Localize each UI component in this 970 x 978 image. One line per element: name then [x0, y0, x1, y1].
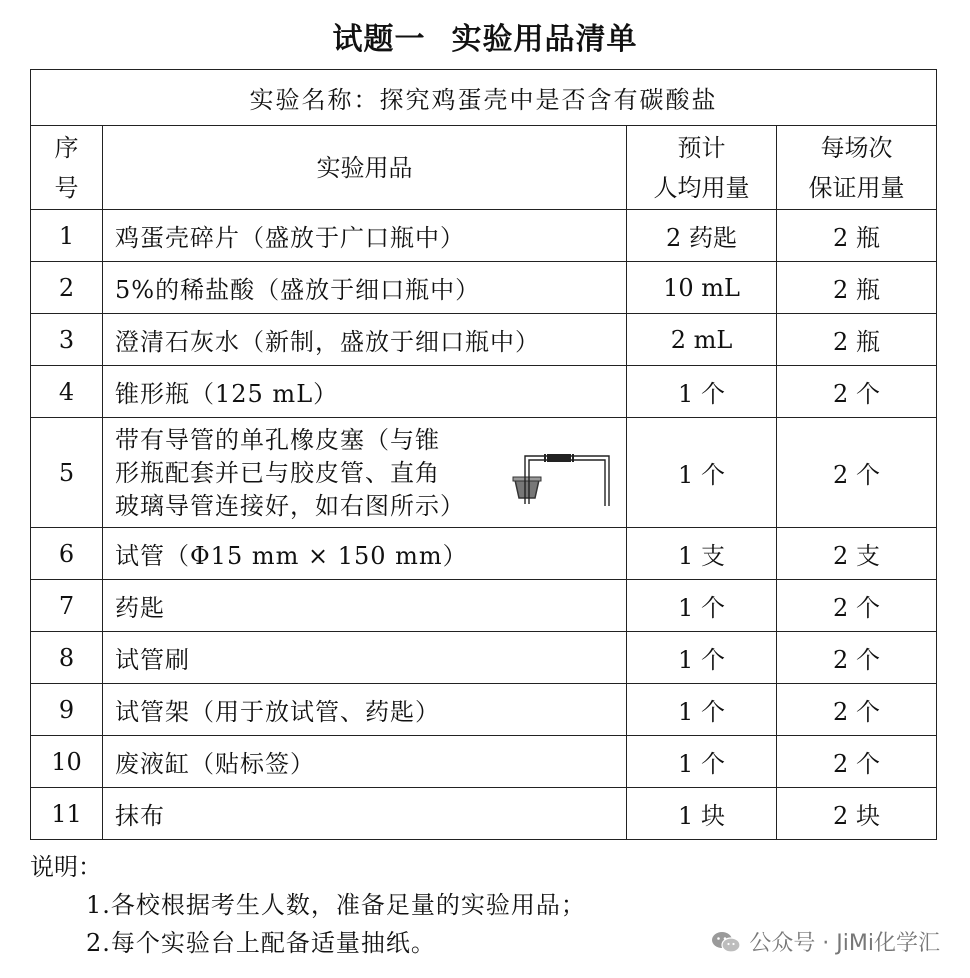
row-per-session: 2 块 [777, 788, 937, 840]
row-per-person: 1 个 [627, 684, 777, 736]
header-seq-line2: 号 [54, 173, 79, 202]
row-item: 药匙 [103, 580, 627, 632]
title-exam-number: 试题一 [332, 22, 426, 57]
row-item: 试管架（用于放试管、药匙） [103, 684, 627, 736]
table-row [31, 736, 937, 788]
row-item: 试管（Φ15 mm × 150 mm） [103, 528, 627, 580]
row-item [103, 418, 627, 528]
row-number: 6 [31, 528, 103, 580]
row-number: 11 [31, 788, 103, 840]
row-number: 3 [31, 314, 103, 366]
table-row [31, 580, 937, 632]
row-number: 8 [31, 632, 103, 684]
header-per-person [627, 126, 777, 210]
row-per-person: 1 个 [627, 736, 777, 788]
row-number: 4 [31, 366, 103, 418]
row-per-session: 2 瓶 [777, 314, 937, 366]
row-item-line2: 形瓶配套并已与胶皮管、直角 [115, 459, 440, 487]
row-per-person: 1 个 [627, 580, 777, 632]
row-number: 9 [31, 684, 103, 736]
header-seq [31, 126, 103, 210]
row-per-person: 1 个 [627, 418, 777, 528]
table-row [31, 314, 937, 366]
table-row [31, 418, 937, 528]
row-per-person: 1 个 [627, 632, 777, 684]
row-per-session: 2 个 [777, 684, 937, 736]
header-per-line2: 人均用量 [653, 173, 750, 202]
header-row [31, 126, 937, 210]
row-item: 抹布 [103, 788, 627, 840]
row-per-session: 2 个 [777, 418, 937, 528]
row-item: 锥形瓶（125 mL） [103, 366, 627, 418]
table-row [31, 788, 937, 840]
row-number: 2 [31, 262, 103, 314]
notes-heading: 说明： [30, 853, 102, 881]
row-per-person: 2 药匙 [627, 210, 777, 262]
header-per-line1: 预计 [677, 133, 726, 162]
table-row [31, 528, 937, 580]
notes-section [30, 848, 586, 962]
watermark [711, 926, 940, 957]
row-item-line3: 玻璃导管连接好，如右图所示） [115, 492, 465, 520]
header-seq-line1: 序 [54, 133, 79, 162]
row-number: 7 [31, 580, 103, 632]
row-per-session: 2 瓶 [777, 210, 937, 262]
table-row [31, 684, 937, 736]
row-item: 废液缸（贴标签） [103, 736, 627, 788]
supplies-table [30, 69, 937, 840]
table-row [31, 262, 937, 314]
table-row [31, 632, 937, 684]
row-item: 澄清石灰水（新制，盛放于细口瓶中） [103, 314, 627, 366]
page-title [0, 14, 970, 58]
rubber-stopper-with-tube-icon [511, 440, 621, 510]
experiment-name: 实验名称：探究鸡蛋壳中是否含有碳酸盐 [31, 70, 937, 126]
row-number: 1 [31, 210, 103, 262]
row-per-person: 1 个 [627, 366, 777, 418]
title-list-name: 实验用品清单 [451, 22, 638, 57]
row-per-person: 10 mL [627, 262, 777, 314]
row-item-line1: 带有导管的单孔橡皮塞（与锥 [115, 426, 440, 454]
row-per-session: 2 个 [777, 366, 937, 418]
row-item: 试管刷 [103, 632, 627, 684]
row-number: 5 [31, 418, 103, 528]
table-row [31, 210, 937, 262]
row-item: 鸡蛋壳碎片（盛放于广口瓶中） [103, 210, 627, 262]
row-per-session: 2 支 [777, 528, 937, 580]
wechat-icon [711, 930, 741, 954]
row-number: 10 [31, 736, 103, 788]
table-row [31, 366, 937, 418]
row-per-person: 1 支 [627, 528, 777, 580]
row-item: 5%的稀盐酸（盛放于细口瓶中） [103, 262, 627, 314]
row-per-session: 2 个 [777, 736, 937, 788]
header-total-line1: 每场次 [820, 133, 893, 162]
row-per-person: 1 块 [627, 788, 777, 840]
watermark-text: 公众号 · JiMi化学汇 [749, 931, 940, 956]
row-per-session: 2 瓶 [777, 262, 937, 314]
row-per-session: 2 个 [777, 580, 937, 632]
row-per-person: 2 mL [627, 314, 777, 366]
row-per-session: 2 个 [777, 632, 937, 684]
experiment-name-row [31, 70, 937, 126]
header-item: 实验用品 [103, 126, 627, 210]
header-per-session [777, 126, 937, 210]
note-item: 1.各校根据考生人数，准备足量的实验用品； [86, 891, 586, 919]
header-total-line2: 保证用量 [808, 173, 905, 202]
note-item: 2.每个实验台上配备适量抽纸。 [86, 929, 436, 957]
